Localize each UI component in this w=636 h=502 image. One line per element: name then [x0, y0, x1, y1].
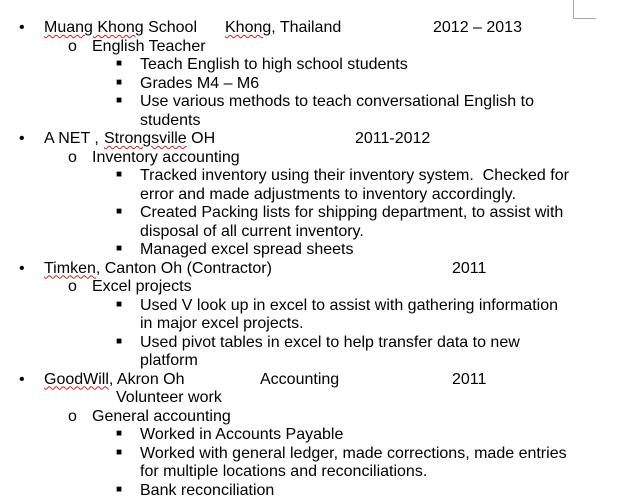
- bullet-icon: •: [19, 370, 25, 388]
- job-task: ■ Worked in Accounts Payable: [116, 426, 344, 443]
- bullet-icon: ■: [116, 76, 123, 88]
- job-header: [44, 371, 636, 390]
- bullet-icon: ■: [116, 243, 123, 254]
- job-entry: [0, 19, 636, 38]
- job-task: ■ Used pivot tables in excel to help transfer data to new platform: [116, 333, 520, 369]
- job-role: o General accounting: [68, 407, 231, 425]
- job-location: Strongsville OH: [104, 130, 216, 147]
- bullet-icon: ■: [116, 169, 123, 180]
- job-task: ■ Worked with general ledger, made corrections, made entries for multiple locations and reconciliations.: [116, 444, 567, 480]
- bullet-icon: •: [19, 259, 25, 277]
- job-role: o Excel projects: [68, 278, 192, 295]
- job-header: [44, 19, 636, 38]
- bullet-icon: ■: [116, 298, 123, 310]
- bullet-icon: o: [68, 407, 77, 425]
- bullet-icon: ■: [116, 483, 123, 495]
- employer-name: A NET ,: [44, 130, 99, 147]
- employer-name: Muang Khong School: [44, 19, 198, 36]
- job-entry: [0, 260, 636, 279]
- job-task: ■ Tracked inventory using their inventory system. Checked for error and made adjustments to inventory accordingly.: [116, 167, 574, 203]
- job-entry: [0, 130, 636, 149]
- job-dates: 2011: [452, 259, 487, 277]
- job-entry: [0, 371, 636, 408]
- resume-document: [0, 19, 636, 500]
- job-location: Accounting: [260, 370, 340, 388]
- bullet-icon: o: [68, 278, 77, 295]
- job-role: o Inventory accounting: [68, 148, 240, 166]
- page-corner-mark: [573, 0, 596, 19]
- bullet-icon: ■: [116, 446, 123, 458]
- job-task: ■ Teach English to high school students: [116, 56, 408, 73]
- job-task: ■ Bank reconciliation: [116, 481, 275, 499]
- employer-name: GoodWill, Akron Oh: [44, 370, 185, 388]
- job-task: ■ Created Packing lists for shipping department, to assist with disposal of all current inventory.: [116, 204, 564, 240]
- employer-name: Timken, Canton Oh (Contractor): [44, 259, 272, 277]
- job-dates: 2012 – 2013: [433, 19, 522, 36]
- bullet-icon: o: [68, 37, 77, 55]
- job-location: Khong, Thailand: [225, 19, 342, 36]
- bullet-icon: ■: [116, 95, 123, 106]
- job-dates: 2011-2012: [355, 130, 431, 147]
- bullet-icon: ■: [116, 428, 123, 439]
- job-task: ■ Use various methods to teach conversational English to students: [116, 93, 534, 129]
- job-header: [44, 260, 636, 279]
- job-header: [44, 130, 636, 149]
- bullet-icon: ■: [116, 335, 123, 347]
- job-role: o English Teacher: [68, 37, 206, 55]
- job-dates: 2011: [452, 370, 487, 388]
- bullet-icon: o: [68, 148, 77, 166]
- bullet-icon: •: [19, 19, 25, 36]
- job-subline: Volunteer work: [116, 389, 222, 406]
- bullet-icon: •: [19, 130, 25, 147]
- job-task: ■ Managed excel spread sheets: [116, 241, 354, 258]
- job-task: ■ Used V look up in excel to assist with gathering information in major excel projects.: [116, 296, 558, 332]
- job-task: ■ Grades M4 – M6: [116, 74, 260, 92]
- bullet-icon: ■: [116, 58, 123, 69]
- bullet-icon: ■: [116, 206, 123, 217]
